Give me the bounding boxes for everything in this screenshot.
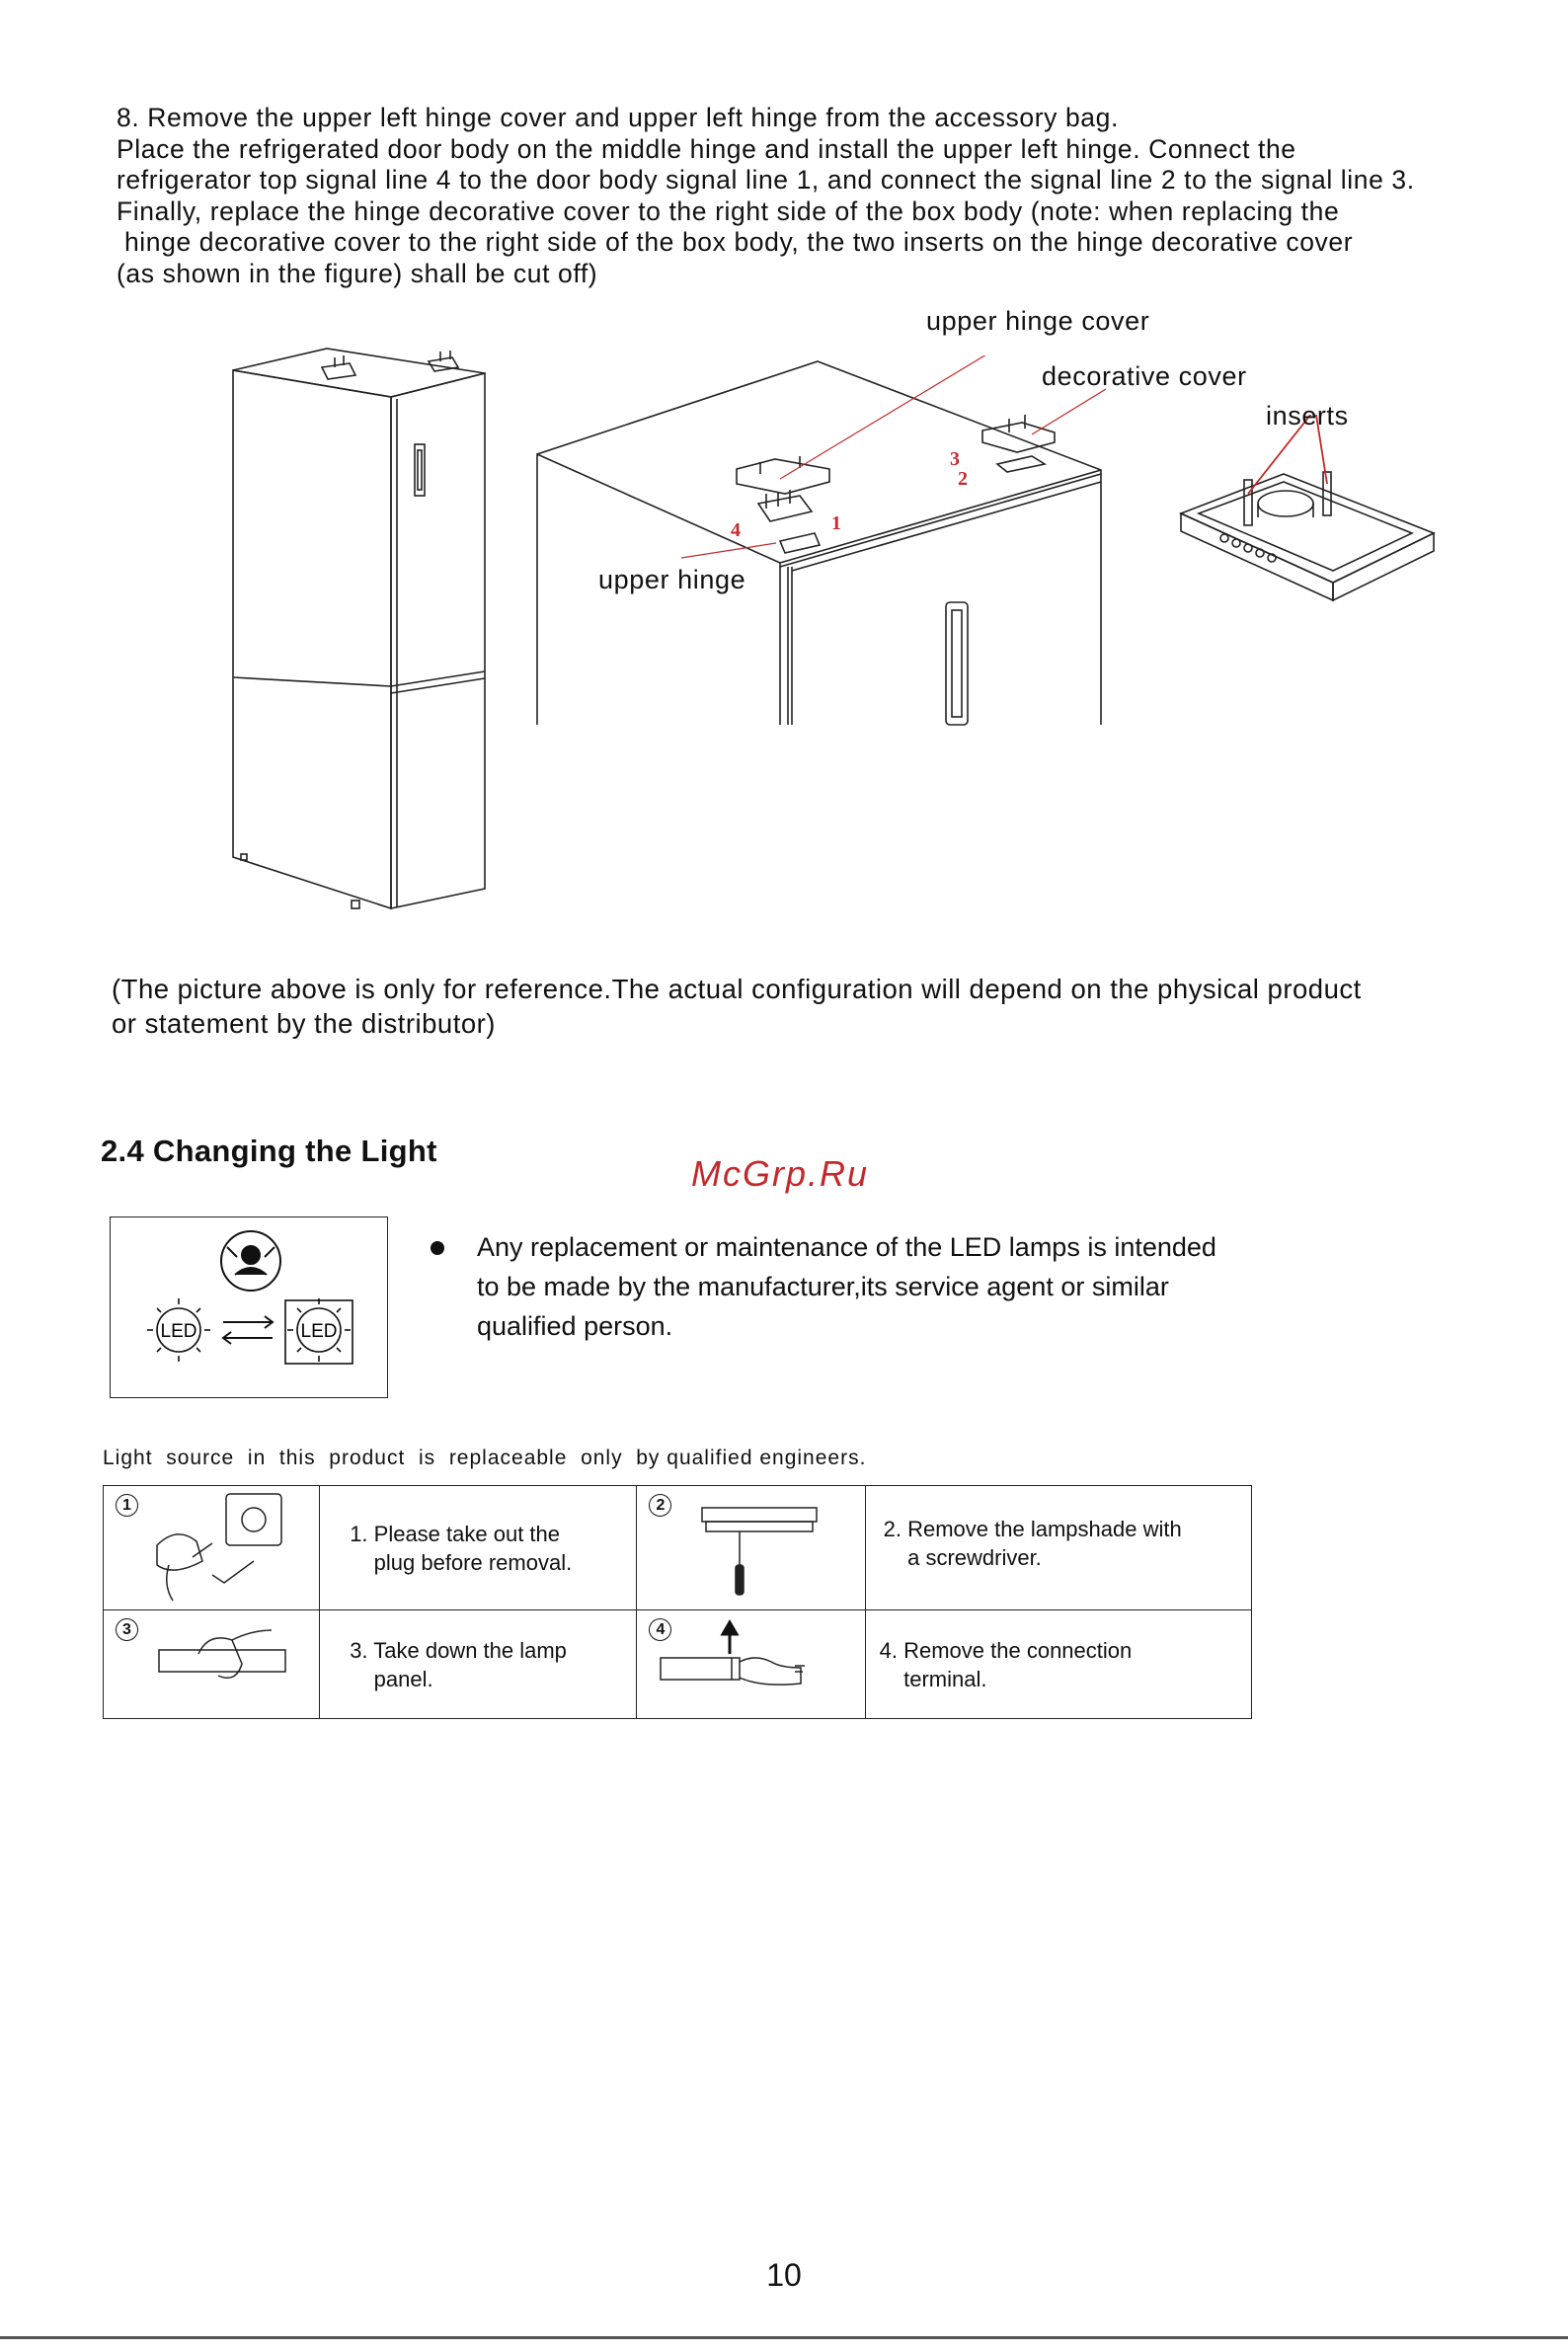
step-text-line: 2. Remove the lampshade with [883, 1516, 1182, 1541]
technician-icon [111, 1217, 387, 1397]
bullet-line: Any replacement or maintenance of the LED lamps is intended [477, 1232, 1216, 1262]
decorative-cover-illustration [1175, 415, 1442, 612]
step-3-text-cell [320, 1610, 637, 1719]
led-replacement-icon-box [110, 1216, 388, 1398]
label-upper-hinge: upper hinge [598, 565, 746, 594]
page-number: 10 [766, 2257, 802, 2293]
signal-number-2: 2 [958, 468, 968, 490]
step-text-line: 4. Remove the connection [879, 1637, 1133, 1663]
led-label-right: LED [300, 1321, 338, 1342]
step-number: 2 [649, 1494, 671, 1517]
section-number: 2.4 [101, 1134, 144, 1168]
label-decorative-cover: decorative cover [1042, 361, 1247, 391]
signal-number-4: 4 [731, 519, 741, 541]
instruction-line: 8. Remove the upper left hinge cover and upper left hinge from the accessory bag. [117, 103, 1119, 132]
step-4-text-cell [865, 1610, 1251, 1719]
light-source-note: Light source in this product is replaceable only by qualified engineers. [103, 1447, 867, 1469]
step-2-image-cell [637, 1486, 865, 1610]
reference-note [112, 972, 1362, 1041]
signal-number-1: 1 [831, 512, 841, 534]
step-text-line: a screwdriver. [883, 1544, 1042, 1570]
watermark: McGrp.Ru [691, 1153, 870, 1194]
swap-arrows-icon [223, 1316, 273, 1344]
step-text-line: 3. Take down the lamp [350, 1637, 567, 1663]
connection-terminal-icon [637, 1610, 864, 1713]
instruction-paragraph [117, 103, 1538, 289]
reference-note-line: (The picture above is only for reference.The actual configuration will depend on the physical product [112, 974, 1362, 1004]
step-1-text-cell [320, 1486, 637, 1610]
step-3-image-cell [104, 1610, 320, 1719]
instruction-line: Place the refrigerated door body on the middle hinge and install the upper left hinge. Connect the [117, 133, 1296, 164]
instruction-line: hinge decorative cover to the right side of the box body, the two inserts on the hinge decorative cover [117, 227, 1354, 257]
step-1-image-cell [104, 1486, 320, 1610]
bullet-line: to be made by the manufacturer,its service agent or similar [477, 1272, 1169, 1301]
reference-note-line: or statement by the distributor) [112, 1008, 496, 1039]
table-row [104, 1610, 1252, 1719]
bullet-line: qualified person. [477, 1311, 673, 1341]
step-text-line: 1. Please take out the [350, 1521, 561, 1546]
instruction-line: Finally, replace the hinge decorative cover to the right side of the box body (note: when replacing the [117, 196, 1340, 226]
instruction-line: (as shown in the figure) shall be cut off) [117, 258, 598, 288]
table-row [104, 1486, 1252, 1610]
label-upper-hinge-cover: upper hinge cover [926, 306, 1150, 336]
steps-table [103, 1485, 1252, 1719]
instruction-line: refrigerator top signal line 4 to the door body signal line 1, and connect the signal line 2 to the signal line 3. [117, 165, 1415, 195]
hinge-closeup-illustration [533, 355, 1106, 731]
label-inserts: inserts [1266, 401, 1349, 431]
step-number: 4 [649, 1618, 671, 1641]
section-heading [101, 1134, 437, 1169]
step-2-text-cell [865, 1486, 1251, 1610]
step-number: 3 [116, 1618, 138, 1641]
led-label-left: LED [160, 1321, 197, 1342]
bullet-text [477, 1227, 1216, 1346]
footer-divider [0, 2336, 1568, 2339]
step-text-line: terminal. [879, 1666, 987, 1691]
fridge-illustration [223, 346, 490, 913]
up-arrow-icon [723, 1622, 737, 1654]
step-text-line: plug before removal. [350, 1549, 573, 1575]
signal-number-3: 3 [950, 448, 960, 470]
step-number: 1 [116, 1494, 138, 1517]
step-4-image-cell [637, 1610, 865, 1719]
bullet-dot-icon [431, 1241, 444, 1255]
section-title: Changing the Light [152, 1134, 437, 1168]
step-text-line: panel. [350, 1666, 433, 1691]
